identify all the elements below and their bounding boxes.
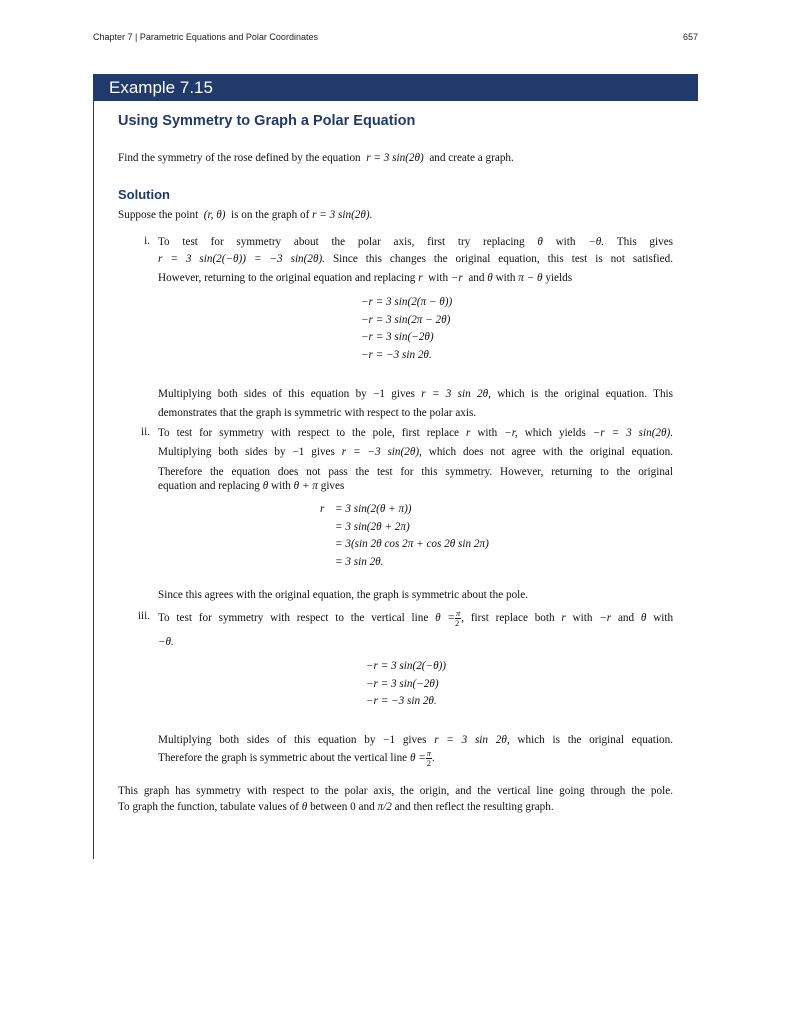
solution-heading: Solution bbox=[118, 187, 170, 202]
item-i-line-2: r = 3 sin(2(−θ)) = −3 sin(2θ). Since this changes the original equation, this test is not satisfied. bbox=[158, 253, 673, 265]
equation-line: −r = 3 sin(2(−θ)) bbox=[366, 660, 447, 672]
running-header-chapter: Chapter 7 | Parametric Equations and Polar Coordinates bbox=[93, 32, 318, 42]
problem-statement: Find the symmetry of the rose defined by the equation r = 3 sin(2θ) and create a graph. bbox=[118, 152, 514, 164]
item-i-multiply-line-2: demonstrates that the graph is symmetric with respect to the polar axis. bbox=[158, 407, 477, 419]
item-ii-line-1: To test for symmetry with respect to the pole, first replace r with −r, which yields −r = 3 sin(2θ). bbox=[158, 427, 674, 439]
equation-line: −r = 3 sin(−2θ) bbox=[366, 678, 439, 690]
item-iii-line-1: To test for symmetry with respect to the vertical line θ = $\frac{\pi}{2}$ , first replace both r with −r and θ with bbox=[158, 607, 674, 628]
list-number-iii: iii. bbox=[137, 610, 150, 622]
item-i-multiply-line-1: Multiplying both sides of this equation by −1 gives r = 3 sin 2θ, which is the original equation. This bbox=[158, 388, 674, 400]
item-ii-line-3: Therefore the equation does not pass the test for this symmetry. However, returning to the original bbox=[158, 466, 673, 478]
list-number-ii: ii. bbox=[140, 426, 150, 438]
conclusion-line-1: This graph has symmetry with respect to the polar axis, the origin, and the vertical line going through the pole. bbox=[118, 785, 673, 797]
equation-line: −r = −3 sin 2θ. bbox=[366, 695, 437, 707]
example-banner: Example 7.15 bbox=[93, 74, 698, 101]
item-iii-multiply-line-1: Multiplying both sides of this equation by −1 gives r = 3 sin 2θ, which is the original equation. bbox=[158, 734, 673, 746]
equation-lhs: r bbox=[320, 503, 325, 515]
equation-line: = 3 sin(2θ + 2π) bbox=[335, 521, 410, 533]
example-left-rule bbox=[93, 74, 94, 859]
item-i-line-3: However, returning to the original equation and replacing r with −r and θ with π − θ yields bbox=[158, 272, 573, 284]
equation-line: = 3 sin 2θ. bbox=[335, 556, 384, 568]
pi-over-2-fraction: $\frac{\pi}{2}$ bbox=[454, 607, 461, 628]
equation-line: −r = 3 sin(−2θ) bbox=[361, 331, 434, 343]
equation-line: −r = 3 sin(2π − 2θ) bbox=[361, 314, 451, 326]
item-iii-multiply-line-2: Therefore the graph is symmetric about the vertical line θ = $\frac{\pi}{2}$ . bbox=[158, 747, 435, 768]
list-number-i: i. bbox=[144, 235, 150, 247]
item-i-line-1: To test for symmetry about the polar axis, first try replacing θ with −θ. This gives bbox=[158, 236, 674, 248]
page-number: 657 bbox=[682, 32, 698, 42]
equation-line: −r = −3 sin 2θ. bbox=[361, 349, 432, 361]
solution-intro: Suppose the point (r, θ) is on the graph of r = 3 sin(2θ). bbox=[118, 209, 373, 221]
item-ii-conclusion: Since this agrees with the original equation, the graph is symmetric about the pole. bbox=[158, 589, 529, 601]
equation-line: = 3(sin 2θ cos 2π + cos 2θ sin 2π) bbox=[335, 538, 489, 550]
item-ii-line-2: Multiplying both sides by −1 gives r = −3 sin(2θ), which does not agree with the original equation. bbox=[158, 446, 673, 458]
conclusion-line-2: To graph the function, tabulate values of θ between 0 and π/2 and then reflect the resulting graph. bbox=[118, 801, 554, 813]
equation-line: = 3 sin(2(θ + π)) bbox=[335, 503, 412, 515]
example-title: Using Symmetry to Graph a Polar Equation bbox=[118, 113, 416, 129]
pi-over-2-fraction: $\frac{\pi}{2}$ bbox=[426, 747, 432, 768]
equation-line: −r = 3 sin(2(π − θ)) bbox=[361, 296, 453, 308]
item-iii-line-2: −θ. bbox=[158, 636, 174, 648]
item-ii-line-4: equation and replacing θ with θ + π gives bbox=[158, 480, 345, 492]
